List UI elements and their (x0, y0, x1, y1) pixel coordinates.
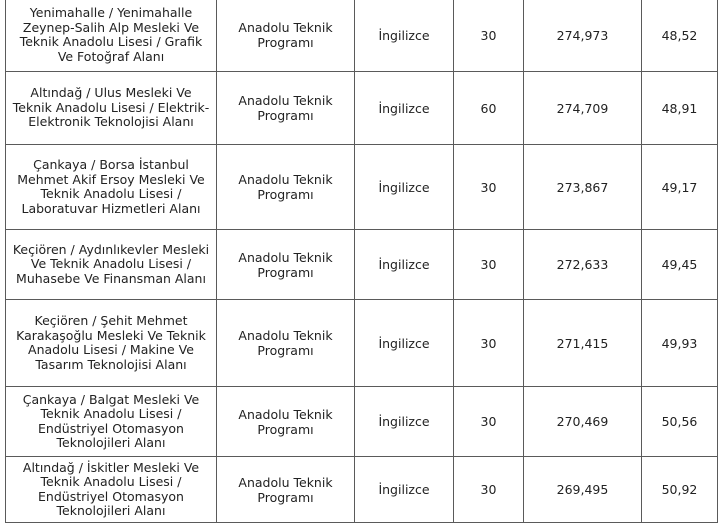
program-cell: Anadolu Teknik Programı (217, 72, 355, 145)
table-row (6, 387, 718, 457)
language-cell: İngilizce (355, 387, 454, 457)
score-cell: 271,415 (524, 300, 642, 387)
school-cell: Çankaya / Balgat Mesleki Ve Teknik Anadolu Lisesi / Endüstriyel Otomasyon Teknolojileri Alanı (6, 387, 217, 457)
table-row (6, 457, 718, 523)
table-row (6, 145, 718, 230)
score-cell: 273,867 (524, 145, 642, 230)
quota-cell: 30 (454, 230, 524, 300)
score-cell: 270,469 (524, 387, 642, 457)
language-cell: İngilizce (355, 230, 454, 300)
school-scores-table (5, 0, 718, 523)
percentile-cell: 48,91 (642, 72, 718, 145)
school-cell: Altındağ / Ulus Mesleki Ve Teknik Anadolu Lisesi / Elektrik-Elektronik Teknolojisi Alanı (6, 72, 217, 145)
program-cell: Anadolu Teknik Programı (217, 387, 355, 457)
school-cell: Yenimahalle / Yenimahalle Zeynep-Salih Alp Mesleki Ve Teknik Anadolu Lisesi / Grafik Ve Fotoğraf Alanı (6, 0, 217, 72)
program-cell: Anadolu Teknik Programı (217, 300, 355, 387)
quota-cell: 30 (454, 457, 524, 523)
score-cell: 272,633 (524, 230, 642, 300)
score-cell: 274,709 (524, 72, 642, 145)
language-cell: İngilizce (355, 300, 454, 387)
language-cell: İngilizce (355, 145, 454, 230)
program-cell: Anadolu Teknik Programı (217, 457, 355, 523)
language-cell: İngilizce (355, 72, 454, 145)
table-row (6, 300, 718, 387)
percentile-cell: 49,45 (642, 230, 718, 300)
percentile-cell: 50,92 (642, 457, 718, 523)
quota-cell: 60 (454, 72, 524, 145)
percentile-cell: 50,56 (642, 387, 718, 457)
program-cell: Anadolu Teknik Programı (217, 0, 355, 72)
table-container (5, 0, 718, 523)
table-row (6, 230, 718, 300)
table-row (6, 0, 718, 72)
quota-cell: 30 (454, 145, 524, 230)
school-cell: Çankaya / Borsa İstanbul Mehmet Akif Ersoy Mesleki Ve Teknik Anadolu Lisesi / Laboratuvar Hizmetleri Alanı (6, 145, 217, 230)
quota-cell: 30 (454, 387, 524, 457)
language-cell: İngilizce (355, 0, 454, 72)
program-cell: Anadolu Teknik Programı (217, 230, 355, 300)
school-cell: Keçiören / Aydınlıkevler Mesleki Ve Teknik Anadolu Lisesi / Muhasebe Ve Finansman Alanı (6, 230, 217, 300)
score-cell: 274,973 (524, 0, 642, 72)
program-cell: Anadolu Teknik Programı (217, 145, 355, 230)
quota-cell: 30 (454, 300, 524, 387)
score-cell: 269,495 (524, 457, 642, 523)
percentile-cell: 49,93 (642, 300, 718, 387)
school-cell: Keçiören / Şehit Mehmet Karakaşoğlu Mesleki Ve Teknik Anadolu Lisesi / Makine Ve Tasarım Teknolojisi Alanı (6, 300, 217, 387)
table-row (6, 72, 718, 145)
quota-cell: 30 (454, 0, 524, 72)
school-cell: Altındağ / İskitler Mesleki Ve Teknik Anadolu Lisesi / Endüstriyel Otomasyon Teknolojileri Alanı (6, 457, 217, 523)
percentile-cell: 48,52 (642, 0, 718, 72)
language-cell: İngilizce (355, 457, 454, 523)
percentile-cell: 49,17 (642, 145, 718, 230)
